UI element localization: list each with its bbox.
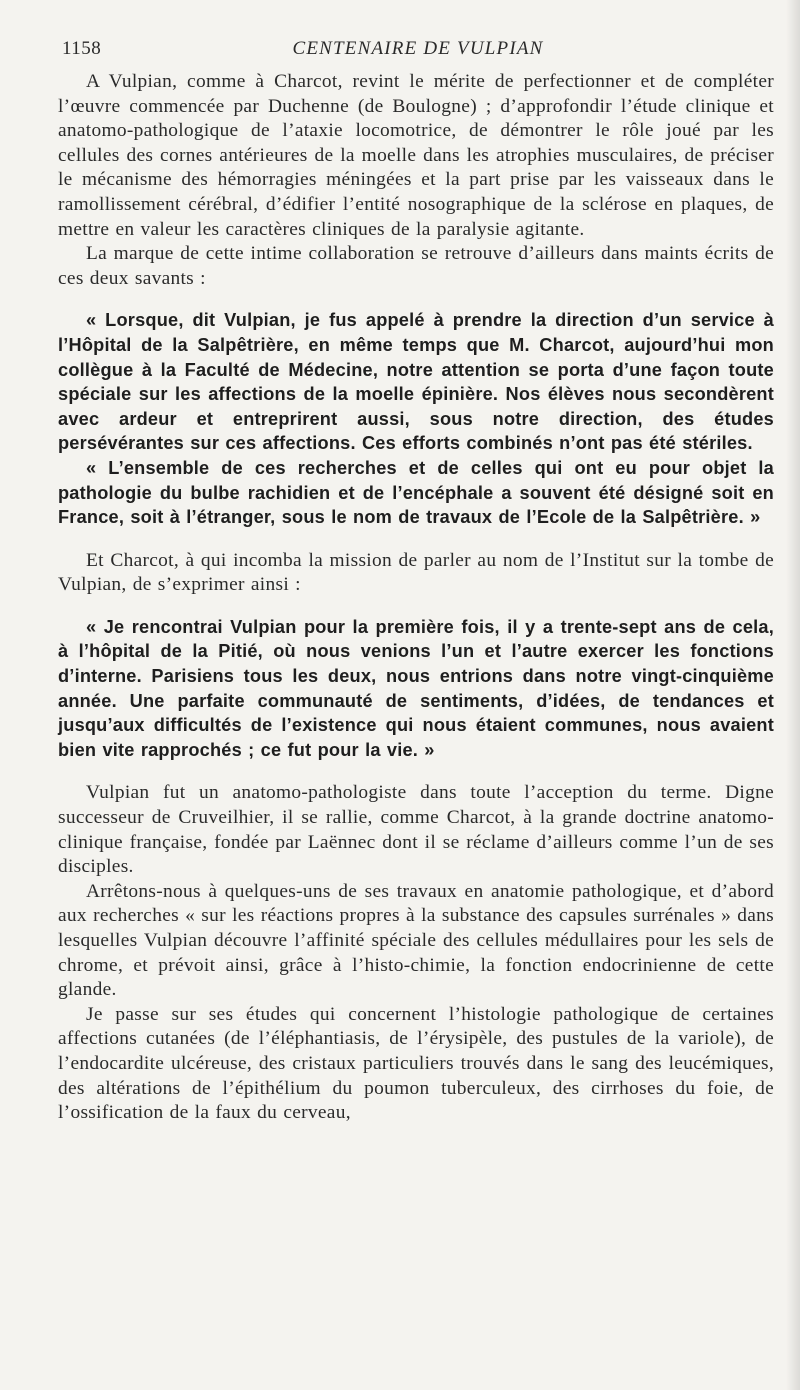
page-number: 1158	[62, 38, 102, 59]
paragraph-collaboration: La marque de cette intime collaboration se retrouve d’ailleurs dans maints écrits de ces deux savants :	[58, 243, 774, 289]
quote-ecole-salpetriere: « L’ensemble de ces recherches et de celles qui ont eu pour objet la pathologie du bulbe rachidien et de l’encéphale a souvent été désigné soit en France, soit à l’étranger, sous le nom de travaux de l’Ecole de la Salpêtrière. »	[58, 457, 774, 528]
paragraph-capsules-surrenales: Arrêtons-nous à quelques-uns de ses travaux en anatomie pathologique, et d’abord aux recherches « sur les réactions propres à la substance des capsules surrénales » dans lesquelles Vulpian découvre l’affinité spéciale des cellules médullaires pour les sels de chrome, et prévoit ainsi, grâce à l’histo-chimie, la fonction endocrinienne de cette glande.	[58, 880, 774, 1001]
page-edge-shadow	[786, 0, 800, 1390]
paragraph-anatomo-pathologiste: Vulpian fut un anatomo-pathologiste dans toute l’acception du terme. Digne successeur de Cruveilhier, il se rallie, comme Charcot, à la grande doctrine anatomo-clinique française, fondée par Laënnec dont il se réclame d’ailleurs comme l’un de ses disciples.	[58, 782, 774, 878]
body-text	[58, 70, 774, 1126]
paragraph-histologie-pathologique: Je passe sur ses études qui concernent l’histologie pathologique de certaines affections cutanées (de l’éléphantiasis, de l’érysipèle, des pustules de la variole), de l’endocardite ulcéreuse, des cristaux particuliers trouvés dans le sang des leucémiques, des altérations de l’épithélium du poumon tuberculeux, des cirrhoses du foie, de l’ossification de la faux du cerveau,	[58, 1003, 774, 1124]
paragraph-duchenne-legacy: A Vulpian, comme à Charcot, revint le mérite de perfectionner et de compléter l’œuvre commencée par Duchenne (de Boulogne) ; d’approfondir l’étude clinique et anatomo-pathologique de l’ataxie locomotrice, de démontrer le rôle joué par les cellules des cornes antérieures de la moelle dans les atrophies musculaires, de préciser le mécanisme des hémorragies méningées et la part prise par les vaisseaux dans le ramollissement cérébral, d’édifier l’entité nosographique de la sclérose en plaques, de mettre en valeur les caractères cliniques de la paralysie agitante.	[58, 71, 774, 240]
paragraph-charcot-eulogy: Et Charcot, à qui incomba la mission de parler au nom de l’Institut sur la tombe de Vulpian, de s’exprimer ainsi :	[58, 549, 774, 596]
running-title: CENTENAIRE DE VULPIAN	[292, 38, 544, 59]
quote-charcot-pitie: « Je rencontrai Vulpian pour la première fois, il y a trente-sept ans de cela, à l’hôpital de la Pitié, où nous venions l’un et l’autre exercer les fonctions d’interne. Parisiens tous les deux, nous entrions dans notre vingt-cinquième année. Une parfaite communauté de sentiments, d’idées, de tendances et jusqu’aux difficultés de l’existence qui nous étaient communes, nous avaient bien vite rapprochés ; ce fut pour la vie. »	[58, 616, 774, 760]
quote-vulpian-salpetriere: « Lorsque, dit Vulpian, je fus appelé à prendre la direction d’un service à l’Hôpital de la Salpêtrière, en même temps que M. Charcot, aujourd’hui mon collègue à la Faculté de Médecine, notre attention se porta d’une façon toute spéciale sur les affections de la moelle épinière. Nos élèves nous secondèrent avec ardeur et entreprirent aussi, sous notre direction, des études persévérantes sur ces affections. Ces efforts combinés n’ont pas été stériles.	[58, 310, 774, 454]
page-header	[62, 38, 774, 62]
